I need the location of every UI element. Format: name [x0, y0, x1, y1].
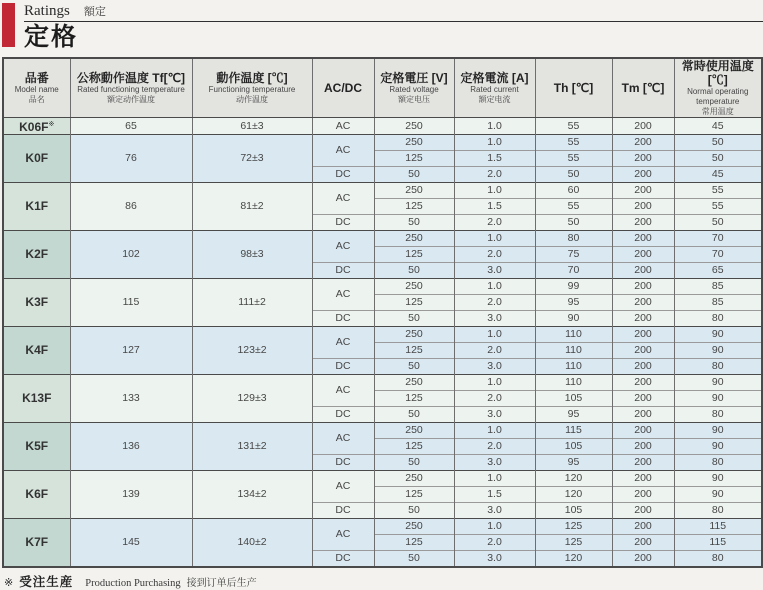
th-cell: 99 [535, 279, 612, 295]
th-cell: 55 [535, 199, 612, 215]
col-header-current-en: Rated current [470, 85, 519, 94]
current-cell: 1.5 [454, 151, 535, 167]
voltage-cell: 250 [374, 423, 454, 439]
col-header-voltage-cn: 額定电压 [398, 95, 430, 104]
col-header-voltage-en: Rated voltage [389, 85, 439, 94]
normal-temp-cell: 90 [674, 423, 762, 439]
func-temp-cell: 61±3 [192, 118, 312, 135]
tm-cell: 200 [612, 167, 674, 183]
func-temp-cell: 72±3 [192, 135, 312, 183]
table-row [3, 231, 762, 247]
tm-cell: 200 [612, 135, 674, 151]
normal-temp-cell: 70 [674, 231, 762, 247]
table-row [3, 118, 762, 135]
model-cell: K4F [3, 327, 70, 375]
acdc-cell: DC [312, 455, 374, 471]
tm-cell: 200 [612, 247, 674, 263]
col-header-acdc [312, 58, 374, 118]
normal-temp-cell: 50 [674, 215, 762, 231]
voltage-cell: 50 [374, 215, 454, 231]
normal-temp-cell: 90 [674, 343, 762, 359]
current-cell: 3.0 [454, 263, 535, 279]
voltage-cell: 50 [374, 167, 454, 183]
current-cell: 2.0 [454, 535, 535, 551]
col-header-tm-ja: Tm [℃] [621, 81, 665, 95]
table-row [3, 519, 762, 535]
tm-cell: 200 [612, 343, 674, 359]
voltage-cell: 250 [374, 135, 454, 151]
section-label [24, 3, 763, 22]
tm-cell: 200 [612, 199, 674, 215]
normal-temp-cell: 50 [674, 151, 762, 167]
col-header-func-temp-ja: 動作温度 [℃] [216, 71, 288, 85]
th-cell: 95 [535, 407, 612, 423]
tm-cell: 200 [612, 455, 674, 471]
tm-cell: 200 [612, 327, 674, 343]
acdc-cell: DC [312, 359, 374, 375]
voltage-cell: 250 [374, 231, 454, 247]
tm-cell: 200 [612, 375, 674, 391]
model-cell: K3F [3, 279, 70, 327]
table-row [3, 183, 762, 199]
col-header-acdc-ja: AC/DC [324, 81, 362, 95]
rated-temp-cell: 76 [70, 135, 192, 183]
tm-cell: 200 [612, 471, 674, 487]
th-cell: 95 [535, 295, 612, 311]
rated-temp-cell: 139 [70, 471, 192, 519]
current-cell: 1.5 [454, 199, 535, 215]
current-cell: 1.0 [454, 183, 535, 199]
normal-temp-cell: 80 [674, 359, 762, 375]
acdc-cell: AC [312, 135, 374, 167]
th-cell: 95 [535, 455, 612, 471]
tm-cell: 200 [612, 151, 674, 167]
col-header-th-ja: Th [℃] [553, 81, 594, 95]
th-cell: 90 [535, 311, 612, 327]
col-header-rated-temp-ja: 公称動作温度 Tf[℃] [76, 71, 186, 85]
th-cell: 120 [535, 471, 612, 487]
col-header-model-ja: 品番 [24, 71, 49, 85]
section-label-en: Ratings [24, 3, 70, 19]
normal-temp-cell: 65 [674, 263, 762, 279]
model-cell: K7F [3, 519, 70, 568]
acdc-cell: DC [312, 407, 374, 423]
normal-temp-cell: 80 [674, 407, 762, 423]
voltage-cell: 125 [374, 535, 454, 551]
acdc-cell: AC [312, 279, 374, 311]
model-cell: K2F [3, 231, 70, 279]
current-cell: 3.0 [454, 311, 535, 327]
func-temp-cell: 134±2 [192, 471, 312, 519]
th-cell: 120 [535, 551, 612, 568]
current-cell: 1.0 [454, 327, 535, 343]
normal-temp-cell: 85 [674, 279, 762, 295]
rated-temp-cell: 115 [70, 279, 192, 327]
th-cell: 105 [535, 439, 612, 455]
acdc-cell: AC [312, 327, 374, 359]
acdc-cell: AC [312, 519, 374, 551]
voltage-cell: 250 [374, 279, 454, 295]
section-label-cn: 額定 [83, 6, 106, 18]
current-cell: 3.0 [454, 503, 535, 519]
ratings-table [2, 57, 763, 568]
th-cell: 70 [535, 263, 612, 279]
col-header-func-temp-cn: 动作温度 [236, 95, 268, 104]
current-cell: 1.0 [454, 135, 535, 151]
func-temp-cell: 131±2 [192, 423, 312, 471]
current-cell: 3.0 [454, 551, 535, 568]
current-cell: 2.0 [454, 439, 535, 455]
voltage-cell: 125 [374, 247, 454, 263]
tm-cell: 200 [612, 519, 674, 535]
current-cell: 1.0 [454, 471, 535, 487]
acdc-cell: AC [312, 423, 374, 455]
th-cell: 105 [535, 391, 612, 407]
tm-cell: 200 [612, 503, 674, 519]
col-header-func-temp-en: Functioning temperature [208, 85, 296, 94]
note-ja: 受注生産 [19, 575, 74, 589]
voltage-cell: 250 [374, 471, 454, 487]
page-header [0, 0, 763, 51]
normal-temp-cell: 85 [674, 295, 762, 311]
col-header-model-cn: 品名 [28, 95, 45, 104]
th-cell: 120 [535, 487, 612, 503]
tm-cell: 200 [612, 215, 674, 231]
model-cell: K1F [3, 183, 70, 231]
tm-cell: 200 [612, 359, 674, 375]
acdc-cell: DC [312, 311, 374, 327]
table-row [3, 279, 762, 295]
voltage-cell: 50 [374, 407, 454, 423]
current-cell: 1.0 [454, 423, 535, 439]
col-header-rated-temp-en: Rated functioning temperature [77, 85, 185, 94]
note-mark: ※ [4, 577, 14, 589]
voltage-cell: 250 [374, 327, 454, 343]
tm-cell: 200 [612, 183, 674, 199]
col-header-voltage-ja: 定格電圧 [V] [380, 71, 448, 85]
current-cell: 2.0 [454, 167, 535, 183]
current-cell: 3.0 [454, 359, 535, 375]
voltage-cell: 125 [374, 391, 454, 407]
tm-cell: 200 [612, 263, 674, 279]
ratings-table-body [3, 118, 762, 568]
tm-cell: 200 [612, 295, 674, 311]
normal-temp-cell: 50 [674, 135, 762, 151]
current-cell: 1.0 [454, 118, 535, 135]
func-temp-cell: 81±2 [192, 183, 312, 231]
voltage-cell: 125 [374, 199, 454, 215]
normal-temp-cell: 115 [674, 519, 762, 535]
production-note [4, 572, 763, 590]
tm-cell: 200 [612, 487, 674, 503]
current-cell: 1.0 [454, 231, 535, 247]
normal-temp-cell: 90 [674, 487, 762, 503]
acdc-cell: AC [312, 375, 374, 407]
col-header-rated-temp-cn: 額定动作温度 [107, 95, 155, 104]
table-row [3, 423, 762, 439]
table-row [3, 327, 762, 343]
col-header-voltage [374, 58, 454, 118]
col-header-current [454, 58, 535, 118]
normal-temp-cell: 90 [674, 327, 762, 343]
voltage-cell: 50 [374, 263, 454, 279]
th-cell: 110 [535, 375, 612, 391]
note-cn: 接到订单后生产 [186, 578, 257, 589]
tm-cell: 200 [612, 118, 674, 135]
th-cell: 50 [535, 167, 612, 183]
model-cell: K0F [3, 135, 70, 183]
voltage-cell: 125 [374, 343, 454, 359]
current-cell: 2.0 [454, 295, 535, 311]
th-cell: 110 [535, 343, 612, 359]
voltage-cell: 50 [374, 503, 454, 519]
title-texts [24, 3, 763, 51]
col-header-current-ja: 定格電流 [A] [460, 71, 529, 85]
col-header-normal-temp-cn: 常用温度 [701, 107, 734, 116]
normal-temp-cell: 80 [674, 551, 762, 568]
normal-temp-cell: 55 [674, 183, 762, 199]
normal-temp-cell: 115 [674, 535, 762, 551]
acdc-cell: AC [312, 231, 374, 263]
col-header-th [535, 58, 612, 118]
col-header-current-cn: 額定电流 [478, 95, 511, 104]
tm-cell: 200 [612, 231, 674, 247]
tm-cell: 200 [612, 423, 674, 439]
current-cell: 1.0 [454, 519, 535, 535]
voltage-cell: 50 [374, 551, 454, 568]
normal-temp-cell: 70 [674, 247, 762, 263]
rated-temp-cell: 65 [70, 118, 192, 135]
rated-temp-cell: 127 [70, 327, 192, 375]
acdc-cell: DC [312, 503, 374, 519]
rated-temp-cell: 86 [70, 183, 192, 231]
current-cell: 1.0 [454, 375, 535, 391]
normal-temp-cell: 45 [674, 118, 762, 135]
normal-temp-cell: 90 [674, 375, 762, 391]
col-header-model [3, 58, 70, 118]
note-en: Production Purchasing [85, 578, 181, 589]
header-row [3, 58, 762, 118]
th-cell: 115 [535, 423, 612, 439]
page-title: 定格 [24, 23, 79, 51]
th-cell: 80 [535, 231, 612, 247]
acdc-cell: AC [312, 118, 374, 135]
col-header-tm [612, 58, 674, 118]
voltage-cell: 250 [374, 118, 454, 135]
voltage-cell: 50 [374, 359, 454, 375]
func-temp-cell: 123±2 [192, 327, 312, 375]
col-header-normal-temp [674, 58, 762, 118]
normal-temp-cell: 80 [674, 503, 762, 519]
col-header-rated-temp [70, 58, 192, 118]
col-header-normal-temp-ja: 常時使用温度 [℃] [681, 59, 754, 87]
table-row [3, 471, 762, 487]
voltage-cell: 125 [374, 487, 454, 503]
acdc-cell: AC [312, 183, 374, 215]
func-temp-cell: 140±2 [192, 519, 312, 568]
current-cell: 3.0 [454, 407, 535, 423]
acdc-cell: DC [312, 215, 374, 231]
tm-cell: 200 [612, 391, 674, 407]
col-header-func-temp [192, 58, 312, 118]
acdc-cell: DC [312, 263, 374, 279]
acdc-cell: AC [312, 471, 374, 503]
current-cell: 2.0 [454, 215, 535, 231]
normal-temp-cell: 90 [674, 471, 762, 487]
func-temp-cell: 111±2 [192, 279, 312, 327]
current-cell: 1.5 [454, 487, 535, 503]
rated-temp-cell: 133 [70, 375, 192, 423]
th-cell: 110 [535, 327, 612, 343]
current-cell: 1.0 [454, 279, 535, 295]
voltage-cell: 250 [374, 183, 454, 199]
voltage-cell: 250 [374, 375, 454, 391]
col-header-model-en: Model name [14, 85, 59, 94]
voltage-cell: 125 [374, 295, 454, 311]
tm-cell: 200 [612, 279, 674, 295]
voltage-cell: 125 [374, 151, 454, 167]
model-cell: K6F [3, 471, 70, 519]
tm-cell: 200 [612, 439, 674, 455]
model-cell: K5F [3, 423, 70, 471]
th-cell: 125 [535, 535, 612, 551]
normal-temp-cell: 80 [674, 311, 762, 327]
th-cell: 125 [535, 519, 612, 535]
voltage-cell: 125 [374, 439, 454, 455]
model-cell: K13F [3, 375, 70, 423]
acdc-cell: DC [312, 167, 374, 183]
normal-temp-cell: 80 [674, 455, 762, 471]
current-cell: 2.0 [454, 247, 535, 263]
normal-temp-cell: 90 [674, 439, 762, 455]
func-temp-cell: 129±3 [192, 375, 312, 423]
model-cell: K06F※ [3, 118, 70, 135]
normal-temp-cell: 45 [674, 167, 762, 183]
th-cell: 110 [535, 359, 612, 375]
rated-temp-cell: 102 [70, 231, 192, 279]
tm-cell: 200 [612, 535, 674, 551]
tm-cell: 200 [612, 311, 674, 327]
current-cell: 2.0 [454, 391, 535, 407]
normal-temp-cell: 90 [674, 391, 762, 407]
production-note-mark: ※ [48, 121, 55, 128]
col-header-normal-temp-en: Normal operating temperature [687, 87, 749, 106]
voltage-cell: 50 [374, 455, 454, 471]
th-cell: 55 [535, 118, 612, 135]
func-temp-cell: 98±3 [192, 231, 312, 279]
rated-temp-cell: 145 [70, 519, 192, 568]
rated-temp-cell: 136 [70, 423, 192, 471]
th-cell: 55 [535, 151, 612, 167]
th-cell: 105 [535, 503, 612, 519]
current-cell: 2.0 [454, 343, 535, 359]
normal-temp-cell: 55 [674, 199, 762, 215]
accent-bar [2, 3, 15, 47]
th-cell: 75 [535, 247, 612, 263]
ratings-table-head [3, 58, 762, 118]
tm-cell: 200 [612, 407, 674, 423]
table-row [3, 375, 762, 391]
voltage-cell: 250 [374, 519, 454, 535]
tm-cell: 200 [612, 551, 674, 568]
th-cell: 60 [535, 183, 612, 199]
th-cell: 50 [535, 215, 612, 231]
th-cell: 55 [535, 135, 612, 151]
current-cell: 3.0 [454, 455, 535, 471]
table-row [3, 135, 762, 151]
acdc-cell: DC [312, 551, 374, 568]
voltage-cell: 50 [374, 311, 454, 327]
